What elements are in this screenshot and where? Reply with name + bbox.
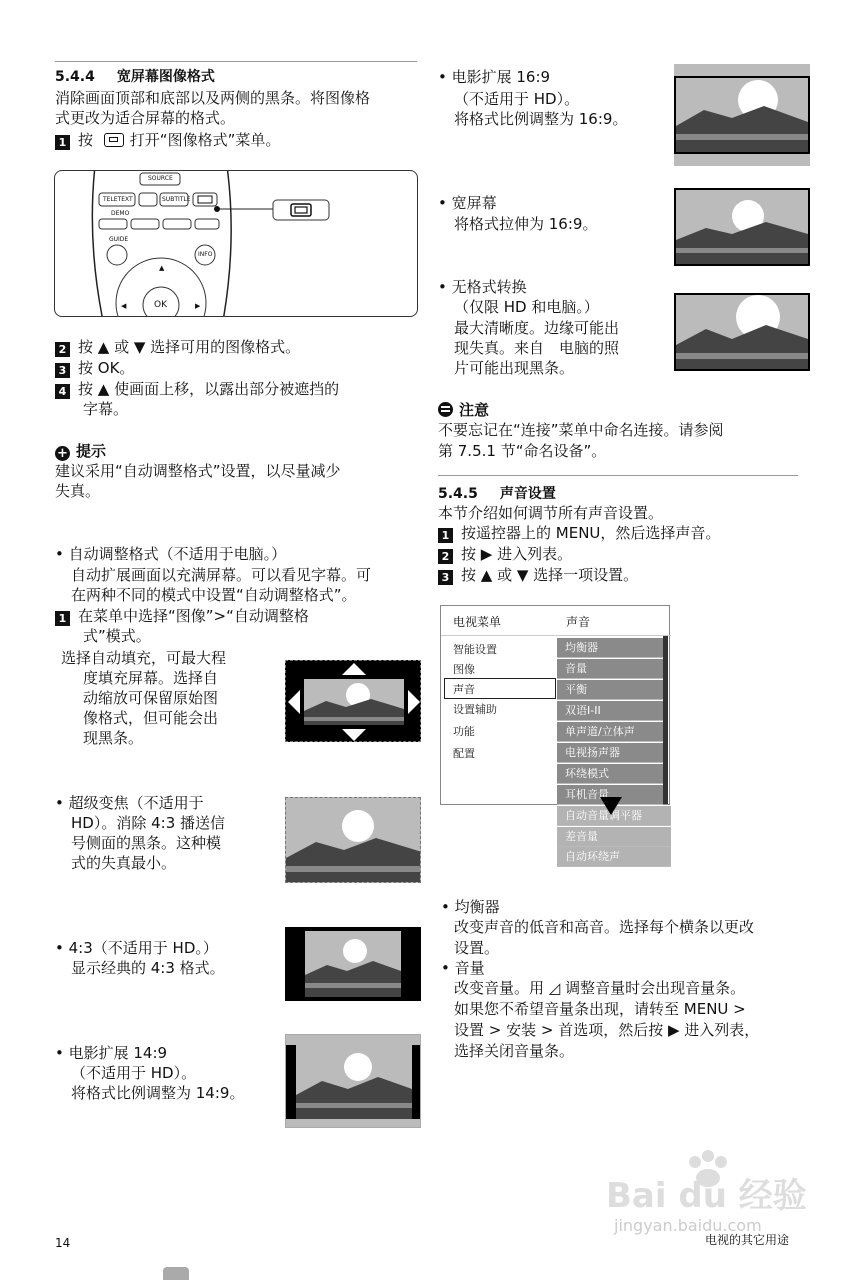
step-text-pre: 按 xyxy=(78,131,94,149)
volume-line-1: 改变音量。用 ◿ 调整音量时会出现音量条。 xyxy=(454,979,746,997)
auto-desc-5: 现黑条。 xyxy=(83,729,144,747)
guide-key-label: GUIDE xyxy=(109,236,129,243)
tv-menu-right-item[interactable]: 单声道/立体声 xyxy=(557,722,663,742)
step-number: 1 xyxy=(55,611,70,626)
unscaled-line-4: 现失真。来自 电脑的照 xyxy=(454,339,620,357)
tv-menu-right-item[interactable]: 音量 xyxy=(557,659,663,679)
source-key-label: SOURCE xyxy=(148,175,173,182)
super-zoom-thumbnail xyxy=(285,797,421,883)
section-heading-545 xyxy=(438,484,556,504)
auto-format-line-1: 自动扩展画面以充满屏幕。可以看见字幕。可 xyxy=(71,566,372,584)
widescreen-thumbnail xyxy=(674,188,810,266)
page-tab-marker xyxy=(163,1267,189,1280)
tv-menu-header-right: 声音 xyxy=(566,615,591,629)
teletext-key-label: TELETEXT xyxy=(103,196,133,203)
step-4 xyxy=(55,379,339,399)
auto-desc-2: 度填充屏幕。选择自 xyxy=(83,669,219,687)
step-number: 1 xyxy=(438,528,453,543)
tv-menu-header xyxy=(441,606,671,636)
subtitle-key-label: SUBTITLE xyxy=(162,196,191,203)
demo-key-label: DEMO xyxy=(111,210,130,217)
step-text: 按 ▲ 使画面上移，以露出部分被遮挡的 xyxy=(78,380,340,398)
note-icon xyxy=(438,402,453,417)
note-line-2: 第 7.5.1 节“命名设备”。 xyxy=(438,442,607,460)
auto-format-line-2: 在两种不同的模式中设置“自动调整格式”。 xyxy=(71,586,357,604)
note-line-1: 不要忘记在“连接”菜单中命名连接。请参阅 xyxy=(438,421,724,439)
volume-title-text: 音量 xyxy=(454,959,485,977)
super-zoom-title-text: 超级变焦（不适用于 xyxy=(68,794,204,812)
top-rule-left xyxy=(55,61,417,62)
super-zoom-line-3: 号侧面的黑条。这种模 xyxy=(71,834,222,852)
volume-line-3: 设置 > 安装 > 首选项，然后按 ▶ 进入列表， xyxy=(454,1021,760,1039)
super-zoom-line-4: 式的失真最小。 xyxy=(71,854,177,872)
widescreen-title-text: 宽屏幕 xyxy=(451,194,497,212)
movie-149-thumbnail xyxy=(285,1034,421,1128)
unscaled-line-5: 片可能出现黑条。 xyxy=(454,359,575,377)
volume-line-4: 选择关闭音量条。 xyxy=(454,1042,575,1060)
movie-169-line-3: 将格式比例调整为 16:9。 xyxy=(454,110,628,128)
step-2 xyxy=(55,337,300,357)
sound-step-3 xyxy=(438,565,638,585)
step-number: 1 xyxy=(55,135,70,150)
tv-menu-right-item[interactable]: 平衡 xyxy=(557,680,663,700)
svg-text:▲: ▲ xyxy=(159,264,165,272)
movie-169-title-text: 电影扩展 16:9 xyxy=(451,68,551,86)
tv-menu-left-item[interactable]: 配置 xyxy=(453,747,475,760)
tv-menu-right-item[interactable]: 差音量 xyxy=(557,827,671,847)
step-text: 在菜单中选择“图像”>“自动调整格 xyxy=(78,607,309,625)
step-text: 按 ▶ 进入列表。 xyxy=(461,545,573,563)
tv-menu-right-item[interactable]: 环绕模式 xyxy=(557,764,663,784)
format-button-icon xyxy=(104,133,124,147)
auto-desc-3: 动缩放可保留原始图 xyxy=(83,689,219,707)
step-number: 3 xyxy=(438,570,453,585)
format-43-title-text: 4:3（不适用于 HD。） xyxy=(68,939,218,957)
watermark-url: jingyan.baidu.com xyxy=(614,1216,762,1235)
step-number: 2 xyxy=(55,342,70,357)
step-text-post: 打开“图像格式”菜单。 xyxy=(129,131,281,149)
sound-step-1 xyxy=(438,523,720,543)
svg-text:▶: ▶ xyxy=(195,302,201,310)
info-key-label: INFO xyxy=(198,251,213,258)
section-number: 5.4.5 xyxy=(438,486,478,502)
baidu-watermark xyxy=(600,1150,815,1240)
auto-desc-1: 选择自动填充，可最大程 xyxy=(61,649,227,667)
tip-line-1: 建议采用“自动调整格式”设置，以尽量减少 xyxy=(55,462,341,480)
tv-menu-left-item[interactable]: 图像 xyxy=(453,663,475,676)
step-text: 按遥控器上的 MENU，然后选择声音。 xyxy=(461,524,721,542)
unscaled-line-2: （仅限 HD 和电脑。） xyxy=(454,298,599,316)
unscaled-title: • 无格式转换 xyxy=(438,278,527,296)
section-title: 宽屏幕图像格式 xyxy=(116,69,215,85)
step-number: 4 xyxy=(55,384,70,399)
format-43-line-2: 显示经典的 4:3 格式。 xyxy=(71,959,225,977)
widescreen-title: • 宽屏幕 xyxy=(438,194,497,212)
equalizer-title-text: 均衡器 xyxy=(454,898,500,916)
chapter-name: 电视的其它用途 xyxy=(705,1233,790,1247)
section-heading-544 xyxy=(55,67,215,87)
volume-line-2: 如果您不希望音量条出现，请转至 MENU > xyxy=(454,1000,746,1018)
movie-149-title-text: 电影扩展 14:9 xyxy=(68,1044,168,1062)
section-title: 声音设置 xyxy=(499,486,556,502)
tv-menu-right-item[interactable]: 自动音量调平器 xyxy=(557,806,671,826)
note-heading xyxy=(438,400,489,420)
step-number: 3 xyxy=(55,363,70,378)
format-43-thumbnail xyxy=(285,927,421,1001)
auto-desc-4: 像格式，但可能会出 xyxy=(83,709,219,727)
tv-menu-right-item[interactable]: 均衡器 xyxy=(557,638,663,658)
tip-heading xyxy=(55,441,106,461)
super-zoom-title: • 超级变焦（不适用于 xyxy=(55,794,204,812)
movie-149-title: • 电影扩展 14:9 xyxy=(55,1044,168,1062)
watermark-brand: Bai du 经验 xyxy=(606,1176,807,1216)
page-number: 14 xyxy=(55,1236,71,1250)
tv-menu-right-item[interactable]: 自动环绕声 xyxy=(557,847,671,867)
unscaled-line-3: 最大清晰度。边缘可能出 xyxy=(454,319,620,337)
tv-menu-right-item[interactable]: 耳机音量 xyxy=(557,785,663,805)
movie-169-title: • 电影扩展 16:9 xyxy=(438,68,551,86)
tv-menu-left-item[interactable]: 设置辅助 xyxy=(453,703,497,716)
widescreen-line-2: 将格式拉伸为 16:9。 xyxy=(454,215,598,233)
movie-149-line-2: （不适用于 HD）。 xyxy=(71,1064,197,1082)
unscaled-thumbnail xyxy=(674,293,810,371)
equalizer-title: • 均衡器 xyxy=(441,898,500,916)
note-title: 注意 xyxy=(459,401,490,419)
svg-text:◀: ◀ xyxy=(121,302,127,310)
tv-menu-selected-label: 声音 xyxy=(453,683,475,696)
tv-menu-left-item[interactable]: 智能设置 xyxy=(453,643,497,656)
step-text: 按 ▲ 或 ▼ 选择可用的图像格式。 xyxy=(78,338,301,356)
equalizer-line-1: 改变声音的低音和高音。选择每个横条以更改 xyxy=(454,918,755,936)
movie-169-thumbnail xyxy=(674,64,810,166)
tv-menu-right-item[interactable]: 电视扬声器 xyxy=(557,743,663,763)
tv-menu-left-item[interactable]: 功能 xyxy=(453,725,475,738)
mid-rule-right xyxy=(438,475,798,476)
auto-step-1 xyxy=(55,606,309,626)
tip-line-2: 失真。 xyxy=(55,482,101,500)
tv-menu-header-left: 电视菜单 xyxy=(453,615,502,629)
tip-title: 提示 xyxy=(76,442,107,460)
auto-step-1-cont: 式”模式。 xyxy=(83,627,151,645)
super-zoom-line-2: HD）。消除 4:3 播送信 xyxy=(71,814,226,832)
tv-menu-scrollbar[interactable] xyxy=(663,636,668,804)
section-number: 5.4.4 xyxy=(55,69,95,85)
plus-icon: + xyxy=(55,446,70,461)
step-text: 按 OK。 xyxy=(78,359,135,377)
tv-menu-right-item[interactable]: 双语I-II xyxy=(557,701,663,721)
format-43-title: • 4:3（不适用于 HD。） xyxy=(55,939,218,957)
sound-intro: 本节介绍如何调节所有声音设置。 xyxy=(438,504,664,522)
step-text: 按 ▲ 或 ▼ 选择一项设置。 xyxy=(461,566,639,584)
volume-title: • 音量 xyxy=(441,959,485,977)
step-1 xyxy=(55,130,280,150)
intro-line-2: 式更改为适合屏幕的格式。 xyxy=(55,109,236,127)
remote-illustration xyxy=(54,170,418,317)
unscaled-title-text: 无格式转换 xyxy=(451,278,527,296)
step-3 xyxy=(55,358,134,378)
intro-line-1: 消除画面顶部和底部以及两侧的黑条。将图像格 xyxy=(55,89,371,107)
equalizer-line-2: 设置。 xyxy=(454,939,500,957)
step-4-cont: 字幕。 xyxy=(83,400,129,418)
movie-149-line-3: 将格式比例调整为 14:9。 xyxy=(71,1084,245,1102)
movie-169-line-2: （不适用于 HD）。 xyxy=(454,90,580,108)
ok-key-label: OK xyxy=(154,300,167,310)
sound-step-2 xyxy=(438,544,572,564)
auto-format-title: • 自动调整格式（不适用于电脑。） xyxy=(55,545,287,563)
tv-menu-selected-item[interactable] xyxy=(444,678,556,699)
auto-format-title-text: 自动调整格式（不适用于电脑。） xyxy=(68,545,287,563)
auto-format-thumbnail xyxy=(285,660,421,742)
step-number: 2 xyxy=(438,549,453,564)
scroll-down-arrow-icon xyxy=(600,797,622,815)
